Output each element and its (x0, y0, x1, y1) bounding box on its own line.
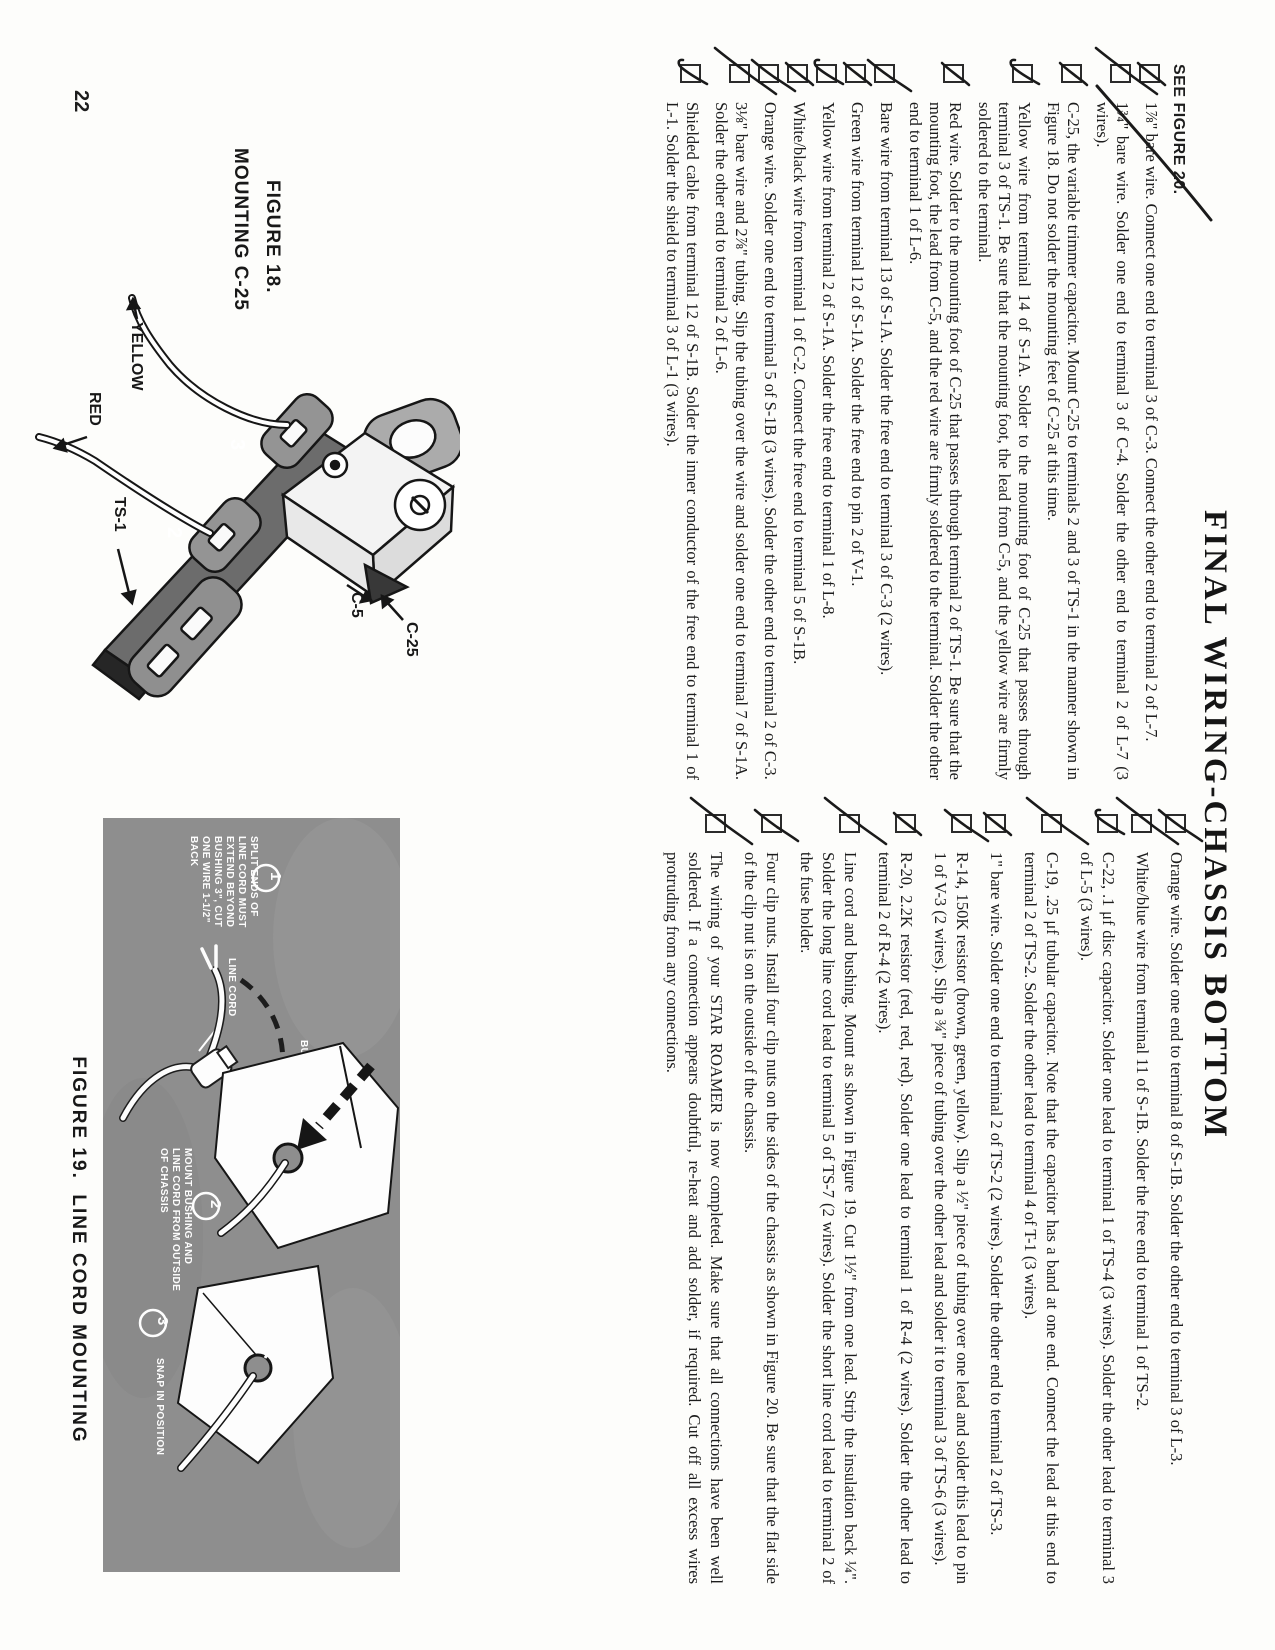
checkbox-icon (758, 64, 779, 83)
checklist-item-text: Yellow wire from terminal 14 of S-1A. Solder to the mounting foot of C-25 that passes through terminal 3 of TS-1. Be sure that the mounting foot, the lead from C-5, and the yellow wire are firmly soldered to the terminal. (975, 102, 1034, 780)
step1-line: ONE WIRE 1-1/2" (200, 836, 211, 923)
figure-19 (103, 818, 400, 1572)
checklist-item (760, 64, 780, 780)
line-cord-label: LINE CORD (226, 958, 237, 1017)
step1-line: SPLIT ENDS OF (248, 836, 259, 917)
checklist-item (876, 64, 896, 780)
checklist-item-text: Bare wire from terminal 13 of S-1A. Solder the free end to terminal 3 of C-3 (2 wires). (877, 102, 896, 676)
checkbox-icon (943, 64, 964, 83)
checklist-item-text: C-25, the variable trimmer capacitor. Mount C-25 to terminals 2 and 3 of TS-1 in the manner shown in Figure 18. Do not solder the mounting feet of C-25 at this time. (1044, 102, 1083, 780)
check-mark-icon (705, 814, 726, 833)
snap-in-position-label: SNAP IN POSITION (154, 1358, 165, 1456)
c5-label: C-5 (348, 592, 365, 618)
figure-18-caption-line2: MOUNTING C-25 (230, 148, 251, 311)
ts1-label: TS-1 (111, 497, 128, 532)
checkbox-icon (845, 64, 866, 83)
check-mark-icon (1061, 64, 1082, 83)
checklist-item-text: 1⅞" bare wire. Connect one end to terminal 3 of C-3. Connect the other end to terminal 2 of L-7. (1142, 102, 1161, 742)
check-mark-icon (1012, 64, 1033, 83)
checklist-item-text: Line cord and bushing. Mount as shown in Figure 19. Cut 1½" from one lead. Strip the insulation back ¼". Solder the long line cord lead to terminal 5 of TS-7 (2 wires). Solder the short line cord lead to terminal 2 of the fuse holder. (797, 852, 860, 1584)
checklist-item (974, 64, 1034, 780)
step1-line: BACK (188, 836, 199, 867)
check-mark-icon (839, 814, 860, 833)
checklist-item-text: Orange wire. Solder one end to terminal 8 of S-1B. Solder the other end to terminal 3 of L-3. (1167, 852, 1186, 1466)
checklist-item-text: Red wire. Solder to the mounting foot of C-25 that passes through terminal 2 of TS-1. Be sure that the mounting foot, the lead from C-5, and the red wire are firmly soldered to the terminal. Solder the other end to terminal 1 of L-6. (906, 102, 965, 780)
check-mark-icon (1131, 814, 1152, 833)
step2-line: OF CHASSIS (158, 1148, 169, 1214)
checkbox-icon (787, 64, 808, 83)
yellow-wire (132, 298, 287, 425)
pen-slash-mark-icon (1071, 70, 1201, 240)
checklist-item-text: Four clip nuts. Install four clip nuts on the sides of the chassis as shown in Figure 20. Be sure that the flat side of the clip nut is on the outside of the chassis. (741, 852, 782, 1584)
checkbox-icon (874, 64, 895, 83)
check-mark-icon (816, 64, 837, 83)
check-mark-icon (943, 64, 964, 83)
checklist-item-text: R-20, 2.2K resistor (red, red, red). Solder one lead to terminal 1 of R-4 (2 wires). Solder the other lead to terminal 2 of R-4 (2 wires). (875, 852, 916, 1584)
checkbox-icon (1097, 814, 1118, 833)
checklist-item-text: C-22, .1 μf disc capacitor. Solder one lead to terminal 1 of TS-4 (3 wires). Solder the other lead to terminal 3 of L-5 (3 wires). (1077, 852, 1118, 1584)
checklist-item (1075, 814, 1119, 1584)
figure-18-caption-line1: FIGURE 18. (262, 180, 283, 294)
check-mark-icon (680, 64, 701, 83)
check-mark-icon (1110, 64, 1131, 83)
step2-line: LINE CORD FROM OUTSIDE (170, 1148, 181, 1292)
checklist-item (1141, 64, 1161, 780)
checklist-item-text: 1" bare wire. Solder one end to terminal 2 of TS-2 (2 wires). Solder the other end to terminal 2 of TS-3. (987, 852, 1006, 1536)
checklist-item-text: C-19, .25 μf tubular capacitor. Note that the capacitor has a band at one end. Connect the lead at this end to terminal 2 of TS-2. Solder the other lead to terminal 4 of T-1 (3 wires). (1021, 852, 1062, 1584)
checkbox-icon (816, 64, 837, 83)
checkbox-icon (1110, 64, 1131, 83)
checklist-item-text: R-14, 150K resistor (brown, green, yellow). Slip a ½" piece of tubing over one lead and solder this lead to pin 1 of V-3 (2 wires). Slip a ¾" piece of tubing over the other lead and solder it to terminal 3 of TS-6 (3 wires). (931, 852, 972, 1584)
check-mark-icon (787, 64, 808, 83)
checkbox-icon (761, 814, 782, 833)
see-figure-heading-text: SEE FIGURE 20. (1170, 64, 1187, 195)
checklist-item (795, 814, 861, 1584)
checkbox-icon (1012, 64, 1033, 83)
yellow-wire-label: YELLOW (128, 322, 145, 391)
checkbox-icon (1041, 814, 1062, 833)
checkbox-icon (985, 814, 1006, 833)
check-mark-icon (985, 814, 1006, 833)
checkbox-icon (1139, 64, 1160, 83)
checkbox-icon (1131, 814, 1152, 833)
check-mark-icon (895, 814, 916, 833)
checkbox-icon (839, 814, 860, 833)
checkbox-icon (680, 64, 701, 83)
figure-18-drawing (35, 135, 460, 710)
step1-line: BUSHING 3", CUT (212, 836, 223, 928)
step2-line: MOUNT BUSHING AND (182, 1148, 193, 1265)
checkbox-icon (705, 814, 726, 833)
step-2-number: 2 (207, 1200, 224, 1209)
step-3-number: 3 (154, 1317, 171, 1326)
checklist-item (711, 64, 751, 780)
checklist-item (847, 64, 867, 780)
checklist-item (1131, 814, 1153, 1584)
check-mark-icon (874, 64, 895, 83)
checklist-item-text: Shielded cable from terminal 12 of S-1B. Solder the inner conductor of the free end to terminal 1 of L-1. Solder the shield to terminal 3 of L-1 (3 wires). (663, 102, 702, 780)
page-title: FINAL WIRING-CHASSIS BOTTOM (1197, 510, 1233, 1140)
red-wire-label: RED (86, 392, 103, 426)
step-1-number: 1 (267, 872, 284, 881)
step1-line: EXTEND BEYOND (224, 836, 235, 928)
check-mark-icon (1139, 64, 1160, 83)
check-mark-icon (1097, 814, 1118, 833)
checklist-item-text: Orange wire. Solder one end to terminal 5 of S-1B (3 wires). Solder the other end to terminal 2 of C-3. (761, 102, 780, 780)
checklist-item (661, 814, 727, 1584)
checklist-item-text: 1¾" bare wire. Solder one end to terminal 3 of C-4. Solder the other end to terminal 2 of L-7 (3 wires). (1093, 102, 1132, 780)
checklist-item (1019, 814, 1063, 1584)
checklist-item-text: 3⅛" bare wire and 2⅞" tubing. Slip the tubing over the wire and solder one end to terminal 7 of S-1A. Solder the other end to terminal 2 of L-6. (712, 102, 751, 780)
c25-label: C-25 (403, 622, 420, 657)
check-mark-icon (845, 64, 866, 83)
checkbox-icon (1061, 64, 1082, 83)
checklist-item (905, 64, 965, 780)
checklist-item-text: The wiring of your STAR ROAMER is now completed. Make sure that all connections have been well soldered. If a connection appears doubtful, re-heat and add solder, if required. Cut off all excess wires protruding from any connections. (663, 852, 726, 1584)
right-column (649, 814, 1187, 1584)
page-number: 22 (70, 90, 92, 113)
checklist-item (985, 814, 1007, 1584)
figure-18 (35, 135, 460, 710)
check-mark-icon (729, 64, 750, 83)
check-mark-icon (758, 64, 779, 83)
check-mark-icon (1165, 814, 1186, 833)
checklist-item (662, 64, 702, 780)
checklist-item-text: White/black wire from terminal 1 of C-2. Connect the free end to terminal 5 of S-1B. (790, 102, 809, 665)
checklist-item (1092, 64, 1132, 780)
checklist-item (1043, 64, 1083, 780)
checklist-item (873, 814, 917, 1584)
figure-19-caption: FIGURE 19. LINE CORD MOUNTING (68, 1056, 89, 1444)
checklist-item-text: Green wire from terminal 12 of S-1A. Solder the free end to pin 2 of V-1. (848, 102, 867, 587)
figure-19-drawing (103, 818, 400, 1572)
left-column (653, 64, 1187, 780)
checklist-item (818, 64, 838, 780)
checkbox-icon (951, 814, 972, 833)
checkbox-icon (729, 64, 750, 83)
terminal-number-2: 2 (163, 527, 185, 539)
checklist-item (929, 814, 973, 1584)
terminal-number-3: 3 (226, 439, 248, 451)
checklist-item (789, 64, 809, 780)
checklist-item-text: White/blue wire from terminal 11 of S-1B. Solder the free end to terminal 1 of TS-2. (1133, 852, 1152, 1411)
see-figure-heading (1169, 64, 1187, 780)
right-checklist (661, 814, 1187, 1584)
checkbox-icon (895, 814, 916, 833)
check-mark-icon (1041, 814, 1062, 833)
checkbox-icon (1165, 814, 1186, 833)
checklist-item-text: Yellow wire from terminal 2 of S-1A. Solder the free end to terminal 1 of L-8. (819, 102, 838, 619)
check-mark-icon (761, 814, 782, 833)
step1-line: LINE CORD MUST (236, 836, 247, 928)
checklist-item (1165, 814, 1187, 1584)
checklist-item (739, 814, 783, 1584)
check-mark-icon (951, 814, 972, 833)
